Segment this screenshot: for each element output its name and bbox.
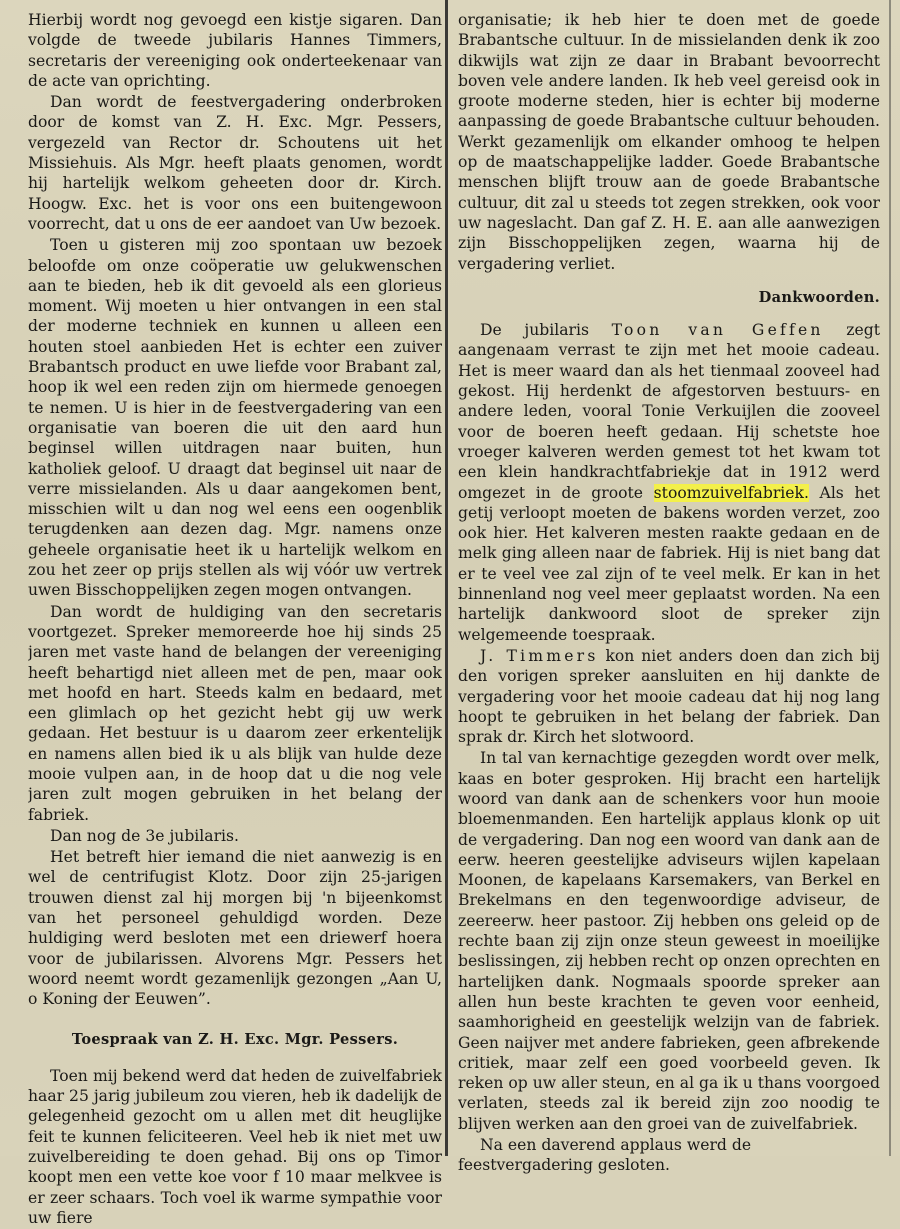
paragraph — [458, 320, 880, 645]
person-name: Toon van Geffen — [611, 321, 824, 340]
paragraph: organisatie; ik heb hier te doen met de goede Brabantsche cultuur. In de missielanden denk ik zoo dikwijls wat zijn ze daar in Brabant bevoorrecht boven vele andere landen. Ik heb veel gereisd ook in groote moderne steden, hier is echter bij moderne aanpassing de goede Brabantsche cultuur behouden. Werkt gezamenlijk om elkander omhoog te helpen op de maatschappelijke ladder. Goede Brabantsche menschen blijft trouw aan de goede Brabantsche cultuur, dit zal u steeds tot zegen strekken, ook voor uw nageslacht. Dan gaf Z. H. E. aan alle aanwezigen zijn Bisschoppelijken zegen, waarna hij de vergadering verliet. — [458, 11, 880, 273]
paragraph: Dan nog de 3e jubilaris. — [50, 826, 239, 845]
paragraph: Hierbij wordt nog gevoegd een kistje sigaren. Dan volgde de tweede jubilaris Hannes Timmers, secretaris der vereeniging ook onderteekenaar van de acte van oprichting. — [28, 11, 442, 90]
text-run: Als het getij verloopt moeten de bakens worden verzet, zoo ook hier. Het kalveren mesten raakte gedaan en de melk ging alleen naar de fabriek. Hij is niet bang dat er te veel vee zal zijn of te veel melk. Er kan in het binnenland nog veel meer geplaatst worden. Na een hartelijk dankwoord sloot de spreker zijn welgemeende toespraak. — [458, 483, 880, 644]
paragraph — [458, 646, 880, 747]
person-name: J. Timmers — [480, 646, 599, 665]
paragraph: Dan wordt de huldiging van den secretaris voortgezet. Spreker memoreerde hoe hij sinds 25 jaren met vaste hand de belangen der vereeniging heeft behartigd niet alleen met de pen, maar ook met hoofd en hart. Steeds kalm en bedaard, met een glimlach op het gezicht hebt gij uw werk gedaan. Het bestuur is u daarom zeer erkentelijk en namens allen bied ik u als blijk van hulde deze mooie vulpen aan, in de hoop dat u die nog vele jaren zult mogen gebruiken in het belang der fabriek. — [28, 602, 442, 824]
section-heading: Dankwoorden. — [758, 288, 880, 306]
paragraph: Het betreft hier iemand die niet aanwezig is en wel de centrifugist Klotz. Door zijn 25-jarigen trouwen dienst zal hij morgen bij 'n bijeenkomst van het personeel gehuldigd worden. Deze huldiging werd besloten met een driewerf hoera voor de jubilarissen. Alvorens Mgr. Pessers het woord neemt wordt gezamenlijk gezongen „Aan U, o Koning der Eeuwen”. — [28, 848, 442, 1009]
paragraph: Dan wordt de feestvergadering onderbroken door de komst van Z. H. Exc. Mgr. Pessers, vergezeld van Rector dr. Schoutens uit het Missiehuis. Als Mgr. heeft plaats genomen, wordt hij hartelijk welkom geheeten door dr. Kirch. Hoogw. Exc. het is voor ons een buitengewoon voorrecht, dat u ons de eer aandoet van Uw bezoek. — [28, 93, 442, 233]
paragraph: Na een daverend applaus werd de feestvergadering gesloten. — [458, 1136, 752, 1175]
right-column — [458, 10, 880, 1177]
text-run: De jubilaris — [480, 321, 612, 340]
left-column — [28, 10, 442, 1229]
paragraph: Toen u gisteren mij zoo spontaan uw bezoek beloofde om onze coöperatie uw gelukwenschen aan te bieden, heb ik dit gevoeld als een glorieus moment. Wij moeten u hier ontvangen in een stal der moderne techniek en kunnen u alleen een houten stoel aanbieden Het is echter een zuiver Brabantsch product en uwe liefde voor Brabant zal, hoop ik wel een reden zijn om hiermede genoegen te nemen. U is hier in de feestvergadering van een organisatie van boeren die uit den aard hun beginsel willen uitdragen naar buiten, hun katholiek geloof. U draagt dat beginsel uit naar de verre missielanden. Als u daar aangekomen bent, misschien wilt u dan nog wel eens een oogenblik terugdenken aan dezen dag. Mgr. namens onze geheele organisatie heet ik u hartelijk welkom en zou het zeer op prijs stellen als wij vóór uw vertrek uwen Bisschoppelijken zegen mogen ontvangen. — [28, 236, 442, 600]
text-run: kon niet anders doen dan zich bij den vorigen spreker aansluiten en hij dankte de vergadering voor het mooie cadeau dat hij nog lang hoopt te gebruiken in het belang der fabriek. Dan sprak dr. Kirch het slotwoord. — [458, 646, 880, 747]
paragraph: Toen mij bekend werd dat heden de zuivelfabriek haar 25 jarig jubileum zou vieren, heb ik dadelijk de gelegenheid gezocht om u allen met dit heuglijke feit te kunnen feliciteeren. Veel heb ik niet met uw zuivelbereiding te doen gehad. Bij ons op Timor koopt men een vette koe voor f 10 maar melkvee is er zeer schaars. Toch voel ik warme sympathie voor uw fiere — [28, 1066, 442, 1227]
section-heading: Toespraak van Z. H. Exc. Mgr. Pessers. — [71, 1030, 399, 1048]
column-divider — [445, 0, 448, 1156]
text-run: zegt aangenaam verrast te zijn met het mooie cadeau. Het is meer waard dan als het tienmaal zooveel had gekost. Hij herdenkt de afgestorven bestuurs- en andere leden, vooral Tonie Verkuijlen die zooveel voor de boeren heeft gedaan. Hij schetste hoe vroeger kalveren werden gemest tot het kwam tot een klein handkrachtfabriekje dat in 1912 werd omgezet in de groote — [458, 321, 880, 502]
paragraph: In tal van kernachtige gezegden wordt over melk, kaas en boter gesproken. Hij bracht een hartelijk woord van dank aan de schenkers voor hun mooie bloemenmanden. Een hartelijk applaus klonk op uit de vergadering. Dan nog een woord van dank aan de eerw. heeren geestelijke adviseurs wijlen kapelaan Moonen, de kapelaans Karsemakers, van Berkel en Brekelmans en den tegenwoordige adviseur, de zeereerw. heer pastoor. Zij hebben ons geleid op de rechte baan zij zijn onze steun geweest in moeilijke beslissingen, zij hebben recht op onzen oprechten en hartelijken dank. Nogmaals spoorde spreker aan allen hun beste krachten te geven voor eenheid, saamhorigheid en geestelijk welzijn van de fabriek. Geen naijver met andere fabrieken, geen afbrekende critiek, maar zelf een goed voorbeeld geven. Ik reken op uw aller steun, en al ga ik u thans voorgoed verlaten, steeds zal ik bereid zijn zoo noodig te blijven werken aan den groei van de zuivelfabriek. — [458, 749, 880, 1133]
page-edge-rule — [889, 0, 891, 1156]
highlighted-word: stoomzuivelfabriek. — [653, 483, 809, 502]
